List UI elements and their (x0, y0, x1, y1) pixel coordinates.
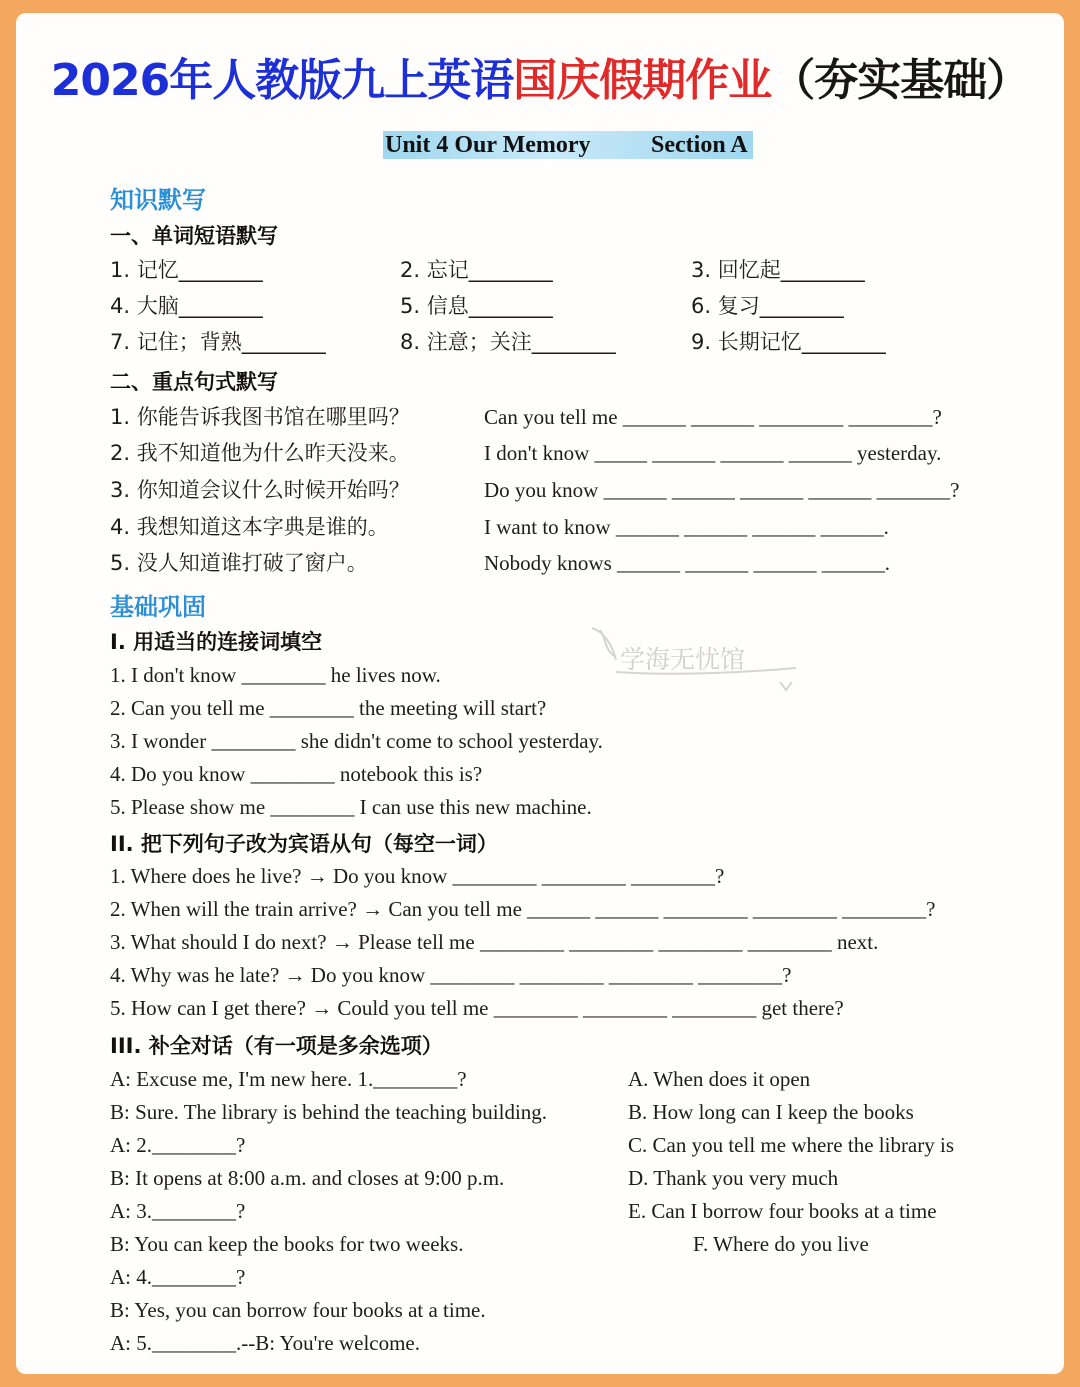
unit-title: Unit 4 Our Memory (385, 132, 591, 158)
dialog-line: B: Sure. The library is behind the teaching building. (110, 1100, 548, 1124)
sentence-english-blank: Can you tell me ______ ______ ________ ________? (484, 405, 942, 429)
option-item: F. Where do you live (693, 1232, 869, 1256)
sentence-chinese: 4. 我想知道这本字典是谁的。 (110, 515, 389, 539)
title-part-grade: 九上英语 (341, 55, 514, 106)
exercise1-item: 2. Can you tell me ________ the meeting will start? (110, 696, 547, 720)
exercise1-item: 5. Please show me ________ I can use this new machine. (110, 795, 592, 819)
exercise2-item: 2. When will the train arrive? → Can you tell me ______ ______ ________ ________ ________? (110, 897, 936, 921)
sentence-english-blank: I want to know ______ ______ ______ ______. (484, 515, 889, 539)
dialog-line: A: 3.________? (110, 1199, 246, 1223)
word-item: 6. 复习________ (691, 294, 844, 318)
sentence-english-blank: Nobody knows ______ ______ ______ ______. (484, 551, 891, 575)
word-item: 9. 长期记忆________ (691, 330, 886, 354)
sentence-chinese: 2. 我不知道他为什么昨天没来。 (110, 441, 410, 465)
exercise2-item: 5. How can I get there? → Could you tell me ________ ________ ________ get there? (110, 996, 844, 1020)
dialog-line: B: Yes, you can borrow four books at a time. (110, 1298, 486, 1322)
word-item: 2. 忘记________ (400, 258, 553, 282)
exercise1-heading: I. 用适当的连接词填空 (110, 630, 323, 654)
dialog-line: A: Excuse me, I'm new here. 1.________? (110, 1067, 467, 1091)
option-item: B. How long can I keep the books (628, 1100, 914, 1124)
dialog-line: A: 4.________? (110, 1265, 246, 1289)
part2-heading: 二、重点句式默写 (110, 370, 278, 394)
word-item: 4. 大脑________ (110, 294, 263, 318)
sentence-english-blank: I don't know _____ ______ ______ ______ yesterday. (484, 441, 942, 465)
exercise1-item: 1. I don't know ________ he lives now. (110, 663, 441, 687)
word-item: 8. 注意；关注________ (400, 330, 616, 354)
word-item: 1. 记忆________ (110, 258, 263, 282)
title-part-basics: （夯实基础） (771, 55, 1030, 106)
exercise1-item: 4. Do you know ________ notebook this is? (110, 762, 483, 786)
option-item: E. Can I borrow four books at a time (628, 1199, 937, 1223)
worksheet-title (0, 44, 1080, 108)
option-item: D. Thank you very much (628, 1166, 839, 1190)
dialog-line: B: It opens at 8:00 a.m. and closes at 9:00 p.m. (110, 1166, 505, 1190)
word-item: 3. 回忆起________ (691, 258, 865, 282)
exercise1-item: 3. I wonder ________ she didn't come to school yesterday. (110, 729, 603, 753)
part1-heading: 一、单词短语默写 (110, 224, 278, 248)
dialog-line: A: 2.________? (110, 1133, 246, 1157)
title-part-year: 2026年人教版 (50, 55, 342, 106)
unit-banner (383, 131, 753, 159)
exercise2-item: 1. Where does he live? → Do you know ________ ________ ________? (110, 864, 725, 888)
section-title: Section A (651, 132, 748, 158)
title-part-holiday: 国庆假期作业 (513, 55, 772, 106)
option-item: A. When does it open (628, 1067, 811, 1091)
sentence-chinese: 1. 你能告诉我图书馆在哪里吗？ (110, 405, 410, 429)
option-item: C. Can you tell me where the library is (628, 1133, 955, 1157)
section-heading-knowledge: 知识默写 (110, 186, 206, 214)
sentence-english-blank: Do you know ______ ______ ______ ______ _______? (484, 478, 960, 502)
sentence-chinese: 5. 没人知道谁打破了窗户。 (110, 551, 368, 575)
word-item: 7. 记住；背熟________ (110, 330, 326, 354)
dialog-line: B: You can keep the books for two weeks. (110, 1232, 464, 1256)
exercise2-heading: II. 把下列句子改为宾语从句（每空一词） (110, 832, 498, 856)
dialog-line: A: 5.________.--B: You're welcome. (110, 1331, 421, 1355)
word-item: 5. 信息________ (400, 294, 553, 318)
exercise2-item: 4. Why was he late? → Do you know ________ ________ ________ ________? (110, 963, 792, 987)
sentence-chinese: 3. 你知道会议什么时候开始吗？ (110, 478, 410, 502)
watermark (590, 626, 800, 696)
exercise3-heading: III. 补全对话（有一项是多余选项） (110, 1034, 443, 1058)
exercise2-item: 3. What should I do next? → Please tell me ________ ________ ________ ________ next. (110, 930, 879, 954)
watermark-text: 学海无忧馆 (620, 645, 746, 674)
section-heading-basics: 基础巩固 (110, 593, 206, 621)
